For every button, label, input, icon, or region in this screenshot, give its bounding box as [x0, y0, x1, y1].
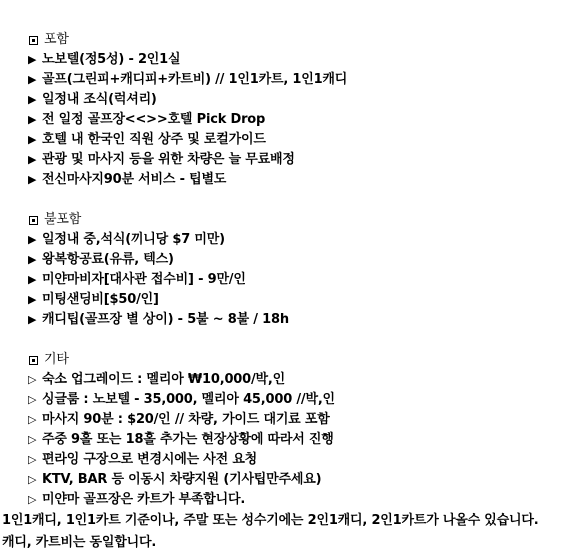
caddie-cart-note: 1인1캐디, 1인1카트 기준이나, 주말 또는 성수기에는 2인1캐디, 2인1카트가 나올수 있습니다. 캐디, 카트비는 동일합니다.: [2, 513, 539, 550]
included-item: ▶ 전 일정 골프장<<>>호텔 Pick Drop: [28, 110, 568, 130]
excluded-section-header: [28, 210, 568, 230]
arrow-bullet-icon: ▶: [28, 153, 37, 166]
hollow-arrow-bullet-icon: ▷: [28, 393, 37, 406]
included-item: ▶ 관광 및 마사지 등을 위한 차량은 늘 무료배정: [28, 150, 568, 170]
arrow-bullet-icon: ▶: [28, 273, 37, 286]
included-section-header: [28, 30, 568, 50]
other-item: ▷ 마사지 90분 : $20/인 // 차량, 가이드 대기료 포함: [28, 410, 568, 430]
package-details: [2, 30, 568, 554]
other-section-title: 기타: [44, 352, 69, 367]
square-bullet-icon: [29, 36, 38, 45]
arrow-bullet-icon: ▶: [28, 133, 37, 146]
hollow-arrow-bullet-icon: ▷: [28, 453, 37, 466]
arrow-bullet-icon: ▶: [28, 253, 37, 266]
excluded-item: ▶ 일정내 중,석식(끼니당 $7 미만): [28, 230, 568, 250]
excluded-section-title: 불포함: [44, 212, 82, 227]
excluded-item: ▶ 캐디팁(골프장 별 상이) - 5불 ~ 8불 / 18h: [28, 310, 568, 330]
excluded-item: ▶ 미팅샌딩비[$50/인]: [28, 290, 568, 310]
other-item: ▷ 미얀마 골프장은 카트가 부족합니다.: [28, 490, 568, 510]
arrow-bullet-icon: ▶: [28, 73, 37, 86]
other-item: ▷ 숙소 업그레이드 : 멜리아 ₩10,000/박,인: [28, 370, 568, 390]
included-item: ▶ 골프(그린피+캐디피+카트비) // 1인1카트, 1인1캐디: [28, 70, 568, 90]
arrow-bullet-icon: ▶: [28, 313, 37, 326]
excluded-item: ▶ 왕복항공료(유류, 텍스): [28, 250, 568, 270]
included-item: ▶ 노보텔(정5성) - 2인1실: [28, 50, 568, 70]
other-item: ▷ 편라잉 구장으로 변경시에는 사전 요청: [28, 450, 568, 470]
hollow-arrow-bullet-icon: ▷: [28, 373, 37, 386]
included-item: ▶ 전신마사지90분 서비스 - 팁별도: [28, 170, 568, 190]
other-item: ▷ 싱글룸 : 노보텔 - 35,000, 멜리아 45,000 //박,인: [28, 390, 568, 410]
included-section-title: 포함: [44, 32, 69, 47]
square-bullet-icon: [29, 216, 38, 225]
excluded-item: ▶ 미얀마비자[대사관 접수비] - 9만/인: [28, 270, 568, 290]
hollow-arrow-bullet-icon: ▷: [28, 413, 37, 426]
section-spacer: [28, 190, 568, 210]
hollow-arrow-bullet-icon: ▷: [28, 433, 37, 446]
arrow-bullet-icon: ▶: [28, 173, 37, 186]
arrow-bullet-icon: ▶: [28, 53, 37, 66]
arrow-bullet-icon: ▶: [28, 113, 37, 126]
included-item: ▶ 호텔 내 한국인 직원 상주 및 로컬가이드: [28, 130, 568, 150]
other-item: ▷ 주중 9홀 또는 18홀 추가는 현장상황에 따라서 진행: [28, 430, 568, 450]
square-bullet-icon: [29, 356, 38, 365]
arrow-bullet-icon: ▶: [28, 293, 37, 306]
included-item: ▶ 일정내 조식(럭셔리): [28, 90, 568, 110]
hollow-arrow-bullet-icon: ▷: [28, 473, 37, 486]
hollow-arrow-bullet-icon: ▷: [28, 493, 37, 506]
other-section-header: [28, 350, 568, 370]
section-spacer: [28, 330, 568, 350]
arrow-bullet-icon: ▶: [28, 233, 37, 246]
other-item: ▷ KTV, BAR 등 이동시 차량지원 (기사팁만주세요): [28, 470, 568, 490]
arrow-bullet-icon: ▶: [28, 93, 37, 106]
